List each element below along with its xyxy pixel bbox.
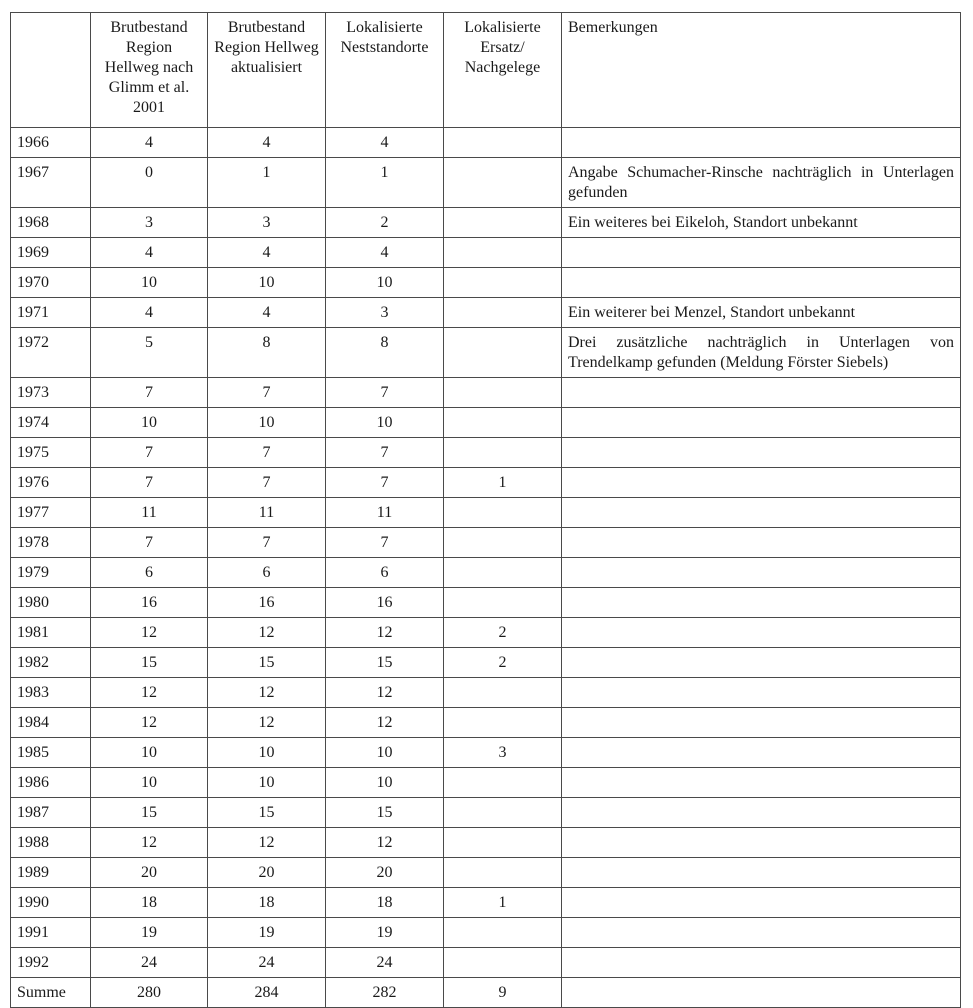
remarks-cell [562, 438, 961, 468]
table-row [11, 238, 961, 268]
nest-sites-cell: 18 [326, 888, 444, 918]
year-cell: 1980 [11, 588, 91, 618]
header-nest-sites: Lokalisierte Neststandorte [326, 13, 444, 128]
year-cell: 1970 [11, 268, 91, 298]
table-row [11, 618, 961, 648]
year-cell: 1989 [11, 858, 91, 888]
nest-sites-cell: 15 [326, 798, 444, 828]
year-cell: 1972 [11, 328, 91, 378]
table-row [11, 828, 961, 858]
glimm-2001-cell: 15 [91, 648, 208, 678]
updated-cell: 16 [208, 588, 326, 618]
remarks-cell [562, 408, 961, 438]
replacement-cell [444, 128, 562, 158]
nest-sites-cell: 12 [326, 678, 444, 708]
remarks-cell [562, 558, 961, 588]
table-body [11, 128, 961, 1008]
year-cell: 1988 [11, 828, 91, 858]
glimm-2001-cell: 12 [91, 828, 208, 858]
remarks-cell: Drei zusätzliche nachträglich in Unterlagen von Trendelkamp gefunden (Meldung Förster Siebels) [562, 328, 961, 378]
remarks-cell [562, 378, 961, 408]
nest-sites-cell: 6 [326, 558, 444, 588]
replacement-cell [444, 588, 562, 618]
glimm-2001-cell: 24 [91, 948, 208, 978]
table-row [11, 708, 961, 738]
table-row [11, 648, 961, 678]
nest-sites-cell: 12 [326, 618, 444, 648]
replacement-cell [444, 528, 562, 558]
glimm-2001-cell: 4 [91, 238, 208, 268]
year-cell: 1992 [11, 948, 91, 978]
updated-cell: 12 [208, 708, 326, 738]
glimm-2001-cell: 7 [91, 468, 208, 498]
table-row [11, 768, 961, 798]
replacement-cell: 1 [444, 468, 562, 498]
updated-cell: 18 [208, 888, 326, 918]
glimm-2001-cell: 11 [91, 498, 208, 528]
year-cell: 1987 [11, 798, 91, 828]
nest-sites-cell: 12 [326, 828, 444, 858]
remarks-cell [562, 678, 961, 708]
updated-cell: 6 [208, 558, 326, 588]
table-row [11, 588, 961, 618]
nest-sites-cell: 7 [326, 378, 444, 408]
updated-cell: 10 [208, 738, 326, 768]
nest-sites-cell: 15 [326, 648, 444, 678]
replacement-cell [444, 498, 562, 528]
nest-sites-cell: 7 [326, 438, 444, 468]
year-cell: Summe [11, 978, 91, 1008]
table-row [11, 678, 961, 708]
updated-cell: 11 [208, 498, 326, 528]
table-row [11, 498, 961, 528]
glimm-2001-cell: 12 [91, 678, 208, 708]
remarks-cell [562, 268, 961, 298]
year-cell: 1984 [11, 708, 91, 738]
remarks-cell [562, 498, 961, 528]
table-row [11, 468, 961, 498]
remarks-cell: Ein weiteres bei Eikeloh, Standort unbekannt [562, 208, 961, 238]
remarks-cell [562, 918, 961, 948]
glimm-2001-cell: 280 [91, 978, 208, 1008]
replacement-cell [444, 558, 562, 588]
table-row [11, 268, 961, 298]
table-row [11, 558, 961, 588]
glimm-2001-cell: 4 [91, 128, 208, 158]
replacement-cell [444, 798, 562, 828]
updated-cell: 4 [208, 128, 326, 158]
glimm-2001-cell: 7 [91, 438, 208, 468]
table-row [11, 438, 961, 468]
remarks-cell: Angabe Schumacher-Rinsche nachträglich in Unterlagen gefunden [562, 158, 961, 208]
replacement-cell [444, 158, 562, 208]
remarks-cell [562, 648, 961, 678]
replacement-cell: 2 [444, 648, 562, 678]
year-cell: 1985 [11, 738, 91, 768]
glimm-2001-cell: 12 [91, 618, 208, 648]
glimm-2001-cell: 20 [91, 858, 208, 888]
breeding-data-table [10, 12, 961, 1008]
updated-cell: 7 [208, 378, 326, 408]
updated-cell: 4 [208, 298, 326, 328]
header-remarks: Bemerkungen [562, 13, 961, 128]
replacement-cell [444, 918, 562, 948]
table-row [11, 128, 961, 158]
replacement-cell [444, 948, 562, 978]
glimm-2001-cell: 7 [91, 528, 208, 558]
replacement-cell [444, 408, 562, 438]
replacement-cell [444, 768, 562, 798]
year-cell: 1979 [11, 558, 91, 588]
table-row [11, 328, 961, 378]
remarks-cell [562, 858, 961, 888]
table-row [11, 528, 961, 558]
updated-cell: 10 [208, 408, 326, 438]
remarks-cell [562, 798, 961, 828]
replacement-cell [444, 378, 562, 408]
nest-sites-cell: 24 [326, 948, 444, 978]
glimm-2001-cell: 4 [91, 298, 208, 328]
replacement-cell [444, 678, 562, 708]
glimm-2001-cell: 12 [91, 708, 208, 738]
header-row [11, 13, 961, 128]
header-year [11, 13, 91, 128]
nest-sites-cell: 4 [326, 128, 444, 158]
remarks-cell [562, 238, 961, 268]
replacement-cell: 1 [444, 888, 562, 918]
nest-sites-cell: 1 [326, 158, 444, 208]
updated-cell: 3 [208, 208, 326, 238]
replacement-cell [444, 238, 562, 268]
year-cell: 1975 [11, 438, 91, 468]
nest-sites-cell: 2 [326, 208, 444, 238]
replacement-cell: 9 [444, 978, 562, 1008]
nest-sites-cell: 16 [326, 588, 444, 618]
year-cell: 1974 [11, 408, 91, 438]
glimm-2001-cell: 7 [91, 378, 208, 408]
remarks-cell [562, 618, 961, 648]
replacement-cell: 3 [444, 738, 562, 768]
replacement-cell [444, 328, 562, 378]
year-cell: 1966 [11, 128, 91, 158]
nest-sites-cell: 19 [326, 918, 444, 948]
nest-sites-cell: 20 [326, 858, 444, 888]
glimm-2001-cell: 3 [91, 208, 208, 238]
glimm-2001-cell: 6 [91, 558, 208, 588]
remarks-cell [562, 948, 961, 978]
updated-cell: 7 [208, 468, 326, 498]
replacement-cell [444, 438, 562, 468]
glimm-2001-cell: 0 [91, 158, 208, 208]
table-row [11, 158, 961, 208]
glimm-2001-cell: 19 [91, 918, 208, 948]
replacement-cell [444, 828, 562, 858]
updated-cell: 7 [208, 438, 326, 468]
replacement-cell [444, 858, 562, 888]
table-row [11, 948, 961, 978]
replacement-cell: 2 [444, 618, 562, 648]
updated-cell: 10 [208, 768, 326, 798]
nest-sites-cell: 12 [326, 708, 444, 738]
remarks-cell [562, 708, 961, 738]
updated-cell: 19 [208, 918, 326, 948]
table-row [11, 888, 961, 918]
header-updated: Brutbestand Region Hellweg aktualisiert [208, 13, 326, 128]
nest-sites-cell: 10 [326, 738, 444, 768]
nest-sites-cell: 7 [326, 528, 444, 558]
updated-cell: 12 [208, 678, 326, 708]
year-cell: 1973 [11, 378, 91, 408]
year-cell: 1978 [11, 528, 91, 558]
nest-sites-cell: 3 [326, 298, 444, 328]
remarks-cell [562, 528, 961, 558]
updated-cell: 1 [208, 158, 326, 208]
glimm-2001-cell: 10 [91, 738, 208, 768]
nest-sites-cell: 7 [326, 468, 444, 498]
glimm-2001-cell: 16 [91, 588, 208, 618]
remarks-cell [562, 978, 961, 1008]
remarks-cell [562, 888, 961, 918]
updated-cell: 10 [208, 268, 326, 298]
updated-cell: 15 [208, 648, 326, 678]
remarks-cell [562, 738, 961, 768]
table-row [11, 918, 961, 948]
year-cell: 1969 [11, 238, 91, 268]
updated-cell: 20 [208, 858, 326, 888]
table-row [11, 378, 961, 408]
remarks-cell [562, 588, 961, 618]
glimm-2001-cell: 15 [91, 798, 208, 828]
glimm-2001-cell: 10 [91, 768, 208, 798]
table-row [11, 208, 961, 238]
table-row [11, 738, 961, 768]
glimm-2001-cell: 18 [91, 888, 208, 918]
nest-sites-cell: 11 [326, 498, 444, 528]
year-cell: 1986 [11, 768, 91, 798]
updated-cell: 8 [208, 328, 326, 378]
replacement-cell [444, 708, 562, 738]
nest-sites-cell: 8 [326, 328, 444, 378]
replacement-cell [444, 268, 562, 298]
remarks-cell [562, 768, 961, 798]
year-cell: 1991 [11, 918, 91, 948]
nest-sites-cell: 10 [326, 268, 444, 298]
glimm-2001-cell: 5 [91, 328, 208, 378]
glimm-2001-cell: 10 [91, 408, 208, 438]
remarks-cell [562, 128, 961, 158]
updated-cell: 284 [208, 978, 326, 1008]
updated-cell: 4 [208, 238, 326, 268]
year-cell: 1967 [11, 158, 91, 208]
nest-sites-cell: 10 [326, 408, 444, 438]
year-cell: 1981 [11, 618, 91, 648]
updated-cell: 12 [208, 828, 326, 858]
nest-sites-cell: 10 [326, 768, 444, 798]
header-replacement-clutches: Lokalisierte Ersatz/ Nachgelege [444, 13, 562, 128]
year-cell: 1977 [11, 498, 91, 528]
nest-sites-cell: 4 [326, 238, 444, 268]
year-cell: 1983 [11, 678, 91, 708]
year-cell: 1971 [11, 298, 91, 328]
year-cell: 1982 [11, 648, 91, 678]
glimm-2001-cell: 10 [91, 268, 208, 298]
remarks-cell [562, 468, 961, 498]
updated-cell: 7 [208, 528, 326, 558]
table-row [11, 298, 961, 328]
updated-cell: 15 [208, 798, 326, 828]
table-row [11, 858, 961, 888]
table-row [11, 978, 961, 1008]
nest-sites-cell: 282 [326, 978, 444, 1008]
table-row [11, 798, 961, 828]
year-cell: 1990 [11, 888, 91, 918]
header-glimm-2001: Brutbestand Region Hellweg nach Glimm et al. 2001 [91, 13, 208, 128]
year-cell: 1976 [11, 468, 91, 498]
remarks-cell: Ein weiterer bei Menzel, Standort unbekannt [562, 298, 961, 328]
replacement-cell [444, 298, 562, 328]
year-cell: 1968 [11, 208, 91, 238]
replacement-cell [444, 208, 562, 238]
updated-cell: 12 [208, 618, 326, 648]
updated-cell: 24 [208, 948, 326, 978]
table-row [11, 408, 961, 438]
remarks-cell [562, 828, 961, 858]
